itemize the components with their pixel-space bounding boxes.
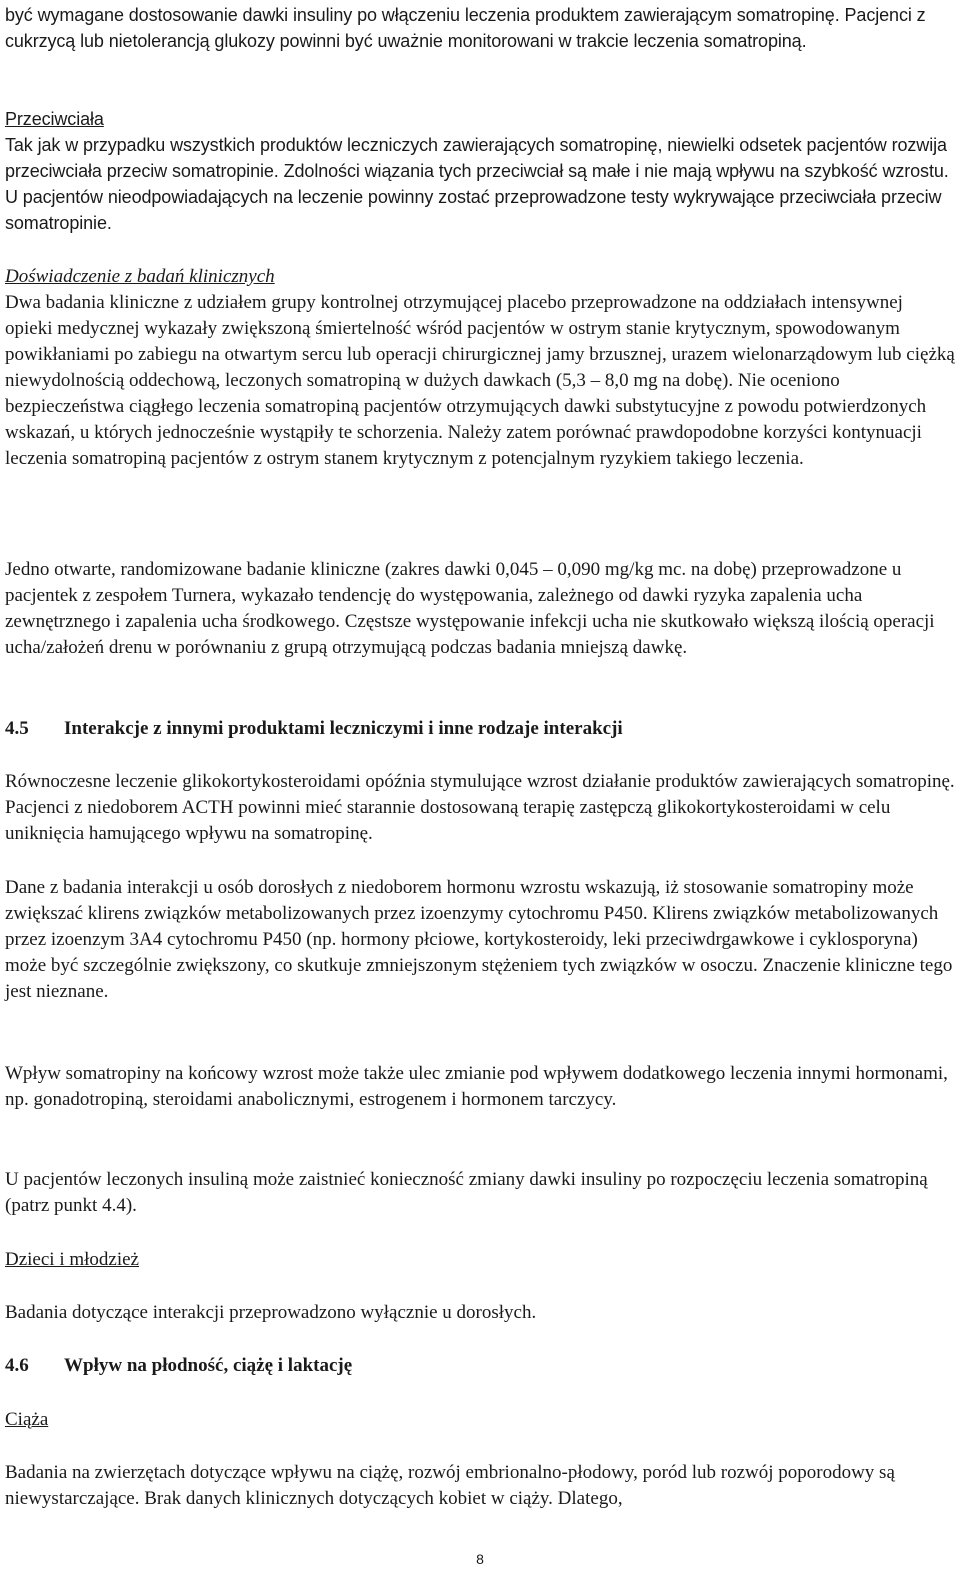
section-4-5-heading bbox=[5, 716, 623, 742]
intro-paragraph: być wymagane dostosowanie dawki insuliny po włączeniu leczenia produktem zawierającym somatropinę. Pacjenci z cukrzycą lub nietolerancją glukozy powinni być uważnie monitorowani w trakcie leczenia somatropiną. bbox=[5, 5, 926, 51]
turner-study-paragraph: Jedno otwarte, randomizowane badanie kliniczne (zakres dawki 0,045 – 0,090 mg/kg mc. na dobę) przeprowadzone u pacjentek z zespołem Turnera, wykazało tendencję do występowania, zależnego od dawki ryzyka zapalenia ucha zewnętrznego i zapalenia ucha środkowego. Częstsze występowanie infekcji ucha nie skutkowało większą ilością operacji ucha/założeń drenu w porównaniu z grupą otrzymującą podczas badania mniejszą dawkę. bbox=[5, 559, 935, 658]
cytochrome-paragraph: Dane z badania interakcji u osób dorosłych z niedoborem hormonu wzrostu wskazują, iż stosowanie somatropiny może zwiększać klirens związków metabolizowanych przez izoenzymy cytochromu P450. Klirens związków metabolizowanych przez izoenzym 3A4 cytochromu P450 (np. hormony płciowe, kortykosteroidy, leki przeciwdrgawkowe i cyklosporyna) może być szczególnie zwiększony, co skutkuje zmniejszonym stężeniem tych związków w osoczu. Znaczenie kliniczne tego jest nieznane. bbox=[5, 877, 953, 1002]
antibodies-paragraph: Tak jak w przypadku wszystkich produktów leczniczych zawierających somatropinę, niewielki odsetek pacjentów rozwija przeciwciała przeciw somatropinie. Zdolności wiązania tych przeciwciał są małe i nie mają wpływu na szybkość wzrostu. U pacjentów nieodpowiadających na leczenie powinny zostać przeprowadzone testy wykrywające przeciwciała przeciw somatropinie. bbox=[5, 135, 949, 233]
clinical-experience-heading: Doświadczenie z badań klinicznych bbox=[5, 266, 275, 287]
page-number: 8 bbox=[476, 1551, 484, 1567]
children-heading: Dzieci i młodzież bbox=[5, 1249, 139, 1270]
section-4-5-number: 4.5 bbox=[5, 718, 29, 739]
section-4-5-title: Interakcje z innymi produktami leczniczymi i inne rodzaje interakcji bbox=[64, 718, 623, 739]
pregnancy-heading: Ciąża bbox=[5, 1409, 49, 1430]
section-4-6-heading bbox=[5, 1353, 352, 1379]
antibodies-heading: Przeciwciała bbox=[5, 109, 104, 129]
section-4-6-title: Wpływ na płodność, ciążę i laktację bbox=[64, 1355, 353, 1376]
insulin-paragraph: U pacjentów leczonych insuliną może zaistnieć konieczność zmiany dawki insuliny po rozpoczęciu leczenia somatropiną (patrz punkt 4.4). bbox=[5, 1169, 928, 1216]
final-height-paragraph: Wpływ somatropiny na końcowy wzrost może także ulec zmianie pod wpływem dodatkowego leczenia innymi hormonami, np. gonadotropiną, steroidami anabolicznymi, estrogenem i hormonem tarczycy. bbox=[5, 1063, 948, 1110]
pregnancy-paragraph: Badania na zwierzętach dotyczące wpływu na ciążę, rozwój embrionalno-płodowy, poród lub rozwój poporodowy są niewystarczające. Brak danych klinicznych dotyczących kobiet w ciąży. Dlatego, bbox=[5, 1462, 895, 1509]
section-4-6-number: 4.6 bbox=[5, 1355, 29, 1376]
children-paragraph: Badania dotyczące interakcji przeprowadzono wyłącznie u dorosłych. bbox=[5, 1302, 537, 1323]
glucocorticoid-paragraph: Równoczesne leczenie glikokortykosteroidami opóźnia stymulujące wzrost działanie produktów zawierających somatropinę. Pacjenci z niedoborem ACTH powinni mieć starannie dostosowaną terapię zastępczą glikokortykosteroidami w celu uniknięcia hamującego wpływu na somatropinę. bbox=[5, 771, 955, 844]
clinical-experience-paragraph: Dwa badania kliniczne z udziałem grupy kontrolnej otrzymującej placebo przeprowadzone na oddziałach intensywnej opieki medycznej wykazały zwiększoną śmiertelność wśród pacjentów w ostrym stanie krytycznym, spowodowanym powikłaniami po zabiegu na otwartym sercu lub operacji chirurgicznej jamy brzusznej, urazem wielonarządowym lub ciężką niewydolnością oddechową, leczonych somatropiną w dużych dawkach (5,3 – 8,0 mg na dobę). Nie oceniono bezpieczeństwa ciągłego leczenia somatropiną pacjentów otrzymujących dawki substytucyjne z powodu potwierdzonych wskazań, u których jednocześnie wystąpiły te schorzenia. Należy zatem porównać prawdopodobne korzyści kontynuacji leczenia somatropiną pacjentów z ostrym stanem krytycznym z potencjalnym ryzykiem takiego leczenia. bbox=[5, 292, 955, 469]
